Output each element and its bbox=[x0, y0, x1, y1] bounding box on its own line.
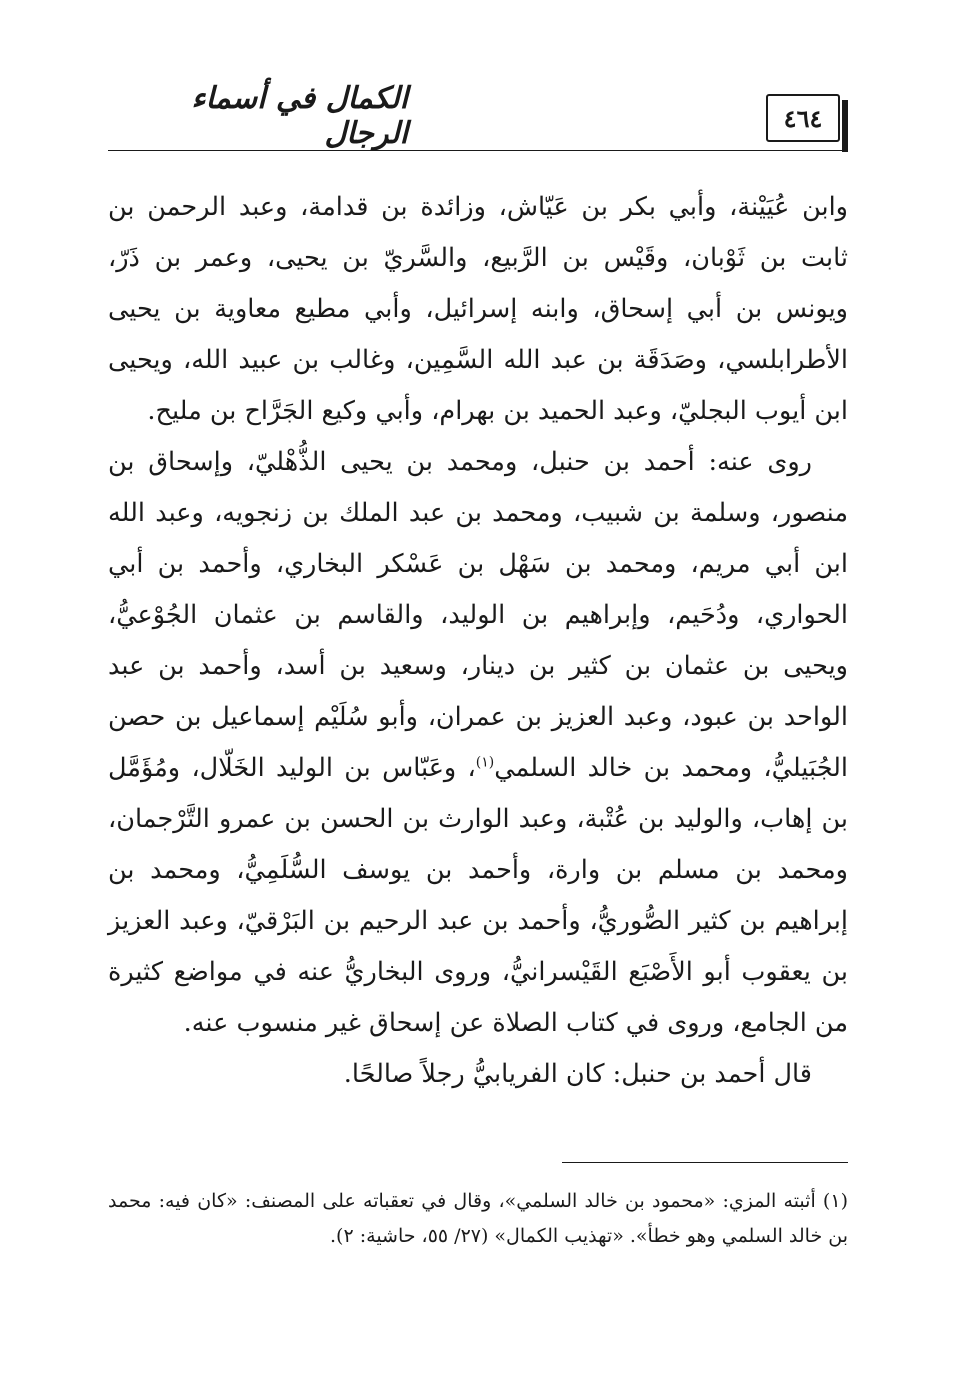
paragraph-teachers: وابن عُيَيْنة، وأبي بكر بن عَيّاش، وزائدة بن قدامة، وعبد الرحمن بن ثابت بن ثَوْبان، وقَيْس بن الرَّبيع، والسَّريّ بن يحيى، وعمر بن ذَرّ، ويونس بن أبي إسحاق، وابنه إسرائيل، وأبي مطيع معاوية بن يحيى الأطرابلسي، وصَدَقَة بن عبد الله السَّمِين، وغالب بن عبيد الله، ويحيى ابن أيوب البجليّ، وعبد الحميد بن بهرام، وأبي وكيع الجَرَّاح بن مليح. bbox=[108, 192, 848, 426]
main-text bbox=[108, 182, 848, 1100]
book-title: الكمال في أسماء الرجال bbox=[191, 81, 408, 151]
page-number: ٤٦٤ bbox=[766, 94, 840, 142]
footnote-rule bbox=[562, 1162, 848, 1163]
paragraph-narrators bbox=[108, 437, 848, 1049]
footnote-tail: ، حاشية: ٢). bbox=[330, 1225, 428, 1247]
page-header bbox=[108, 81, 848, 154]
header-rule bbox=[108, 150, 848, 151]
footnote-text: (١) أثبته المزي: «محمود بن خالد السلمي»، وقال في تعقباته على المصنف: «كان فيه: محمد بن خالد السلمي وهو خطأ». «تهذيب الكمال» ( bbox=[108, 1190, 848, 1247]
narrators-part-2: ، وعَبّاس بن الوليد الخَلّال، ومُؤَمَّل بن إهاب، والوليد بن عُتْبة، وعبد الوارث بن الحسن بن عمرو التَّرْجمان، ومحمد بن مسلم بن وارة، وأحمد بن يوسف السُّلَمِيُّ، ومحمد بن إبراهيم بن كثير الصُّوريُّ، وأحمد بن عبد الرحيم بن البَرْقيّ، وعبد العزيز بن يعقوب أبو الأَصْبَع القَيْسرانيُّ، وروى البخاريُّ عنه في مواضع كثيرة من الجامع، وروى في كتاب الصلاة عن إسحاق غير منسوب عنه. bbox=[108, 753, 848, 1038]
paragraph-quote: قال أحمد بن حنبل: كان الفريابيُّ رجلاً صالحًا. bbox=[343, 1059, 812, 1089]
footnote-marker: (١) bbox=[475, 754, 495, 771]
narrators-part-1: روى عنه: أحمد بن حنبل، ومحمد بن يحيى الذُّهْليّ، وإسحاق بن منصور، وسلمة بن شبيب، ومحمد بن عبد الملك بن زنجويه، وعبد الله ابن أبي مريم، ومحمد بن سَهْل بن عَسْكر البخاري، وأحمد بن أبي الحواري، ودُحَيم، وإبراهيم بن الوليد، والقاسم بن عثمان الجُوْعيُّ، ويحيى بن عثمان بن كثير بن دينار، وسعيد بن أسد، وأحمد بن عبد الواحد بن عبود، وعبد العزيز بن عمران، وأبو سُلَيْم إسماعيل بن حصن الجُبَيليُّ، ومحمد بن خالد السلمي bbox=[108, 447, 849, 783]
footnote-reference: ٢٧/ ٥٥ bbox=[427, 1225, 481, 1247]
footnote bbox=[108, 1184, 848, 1254]
